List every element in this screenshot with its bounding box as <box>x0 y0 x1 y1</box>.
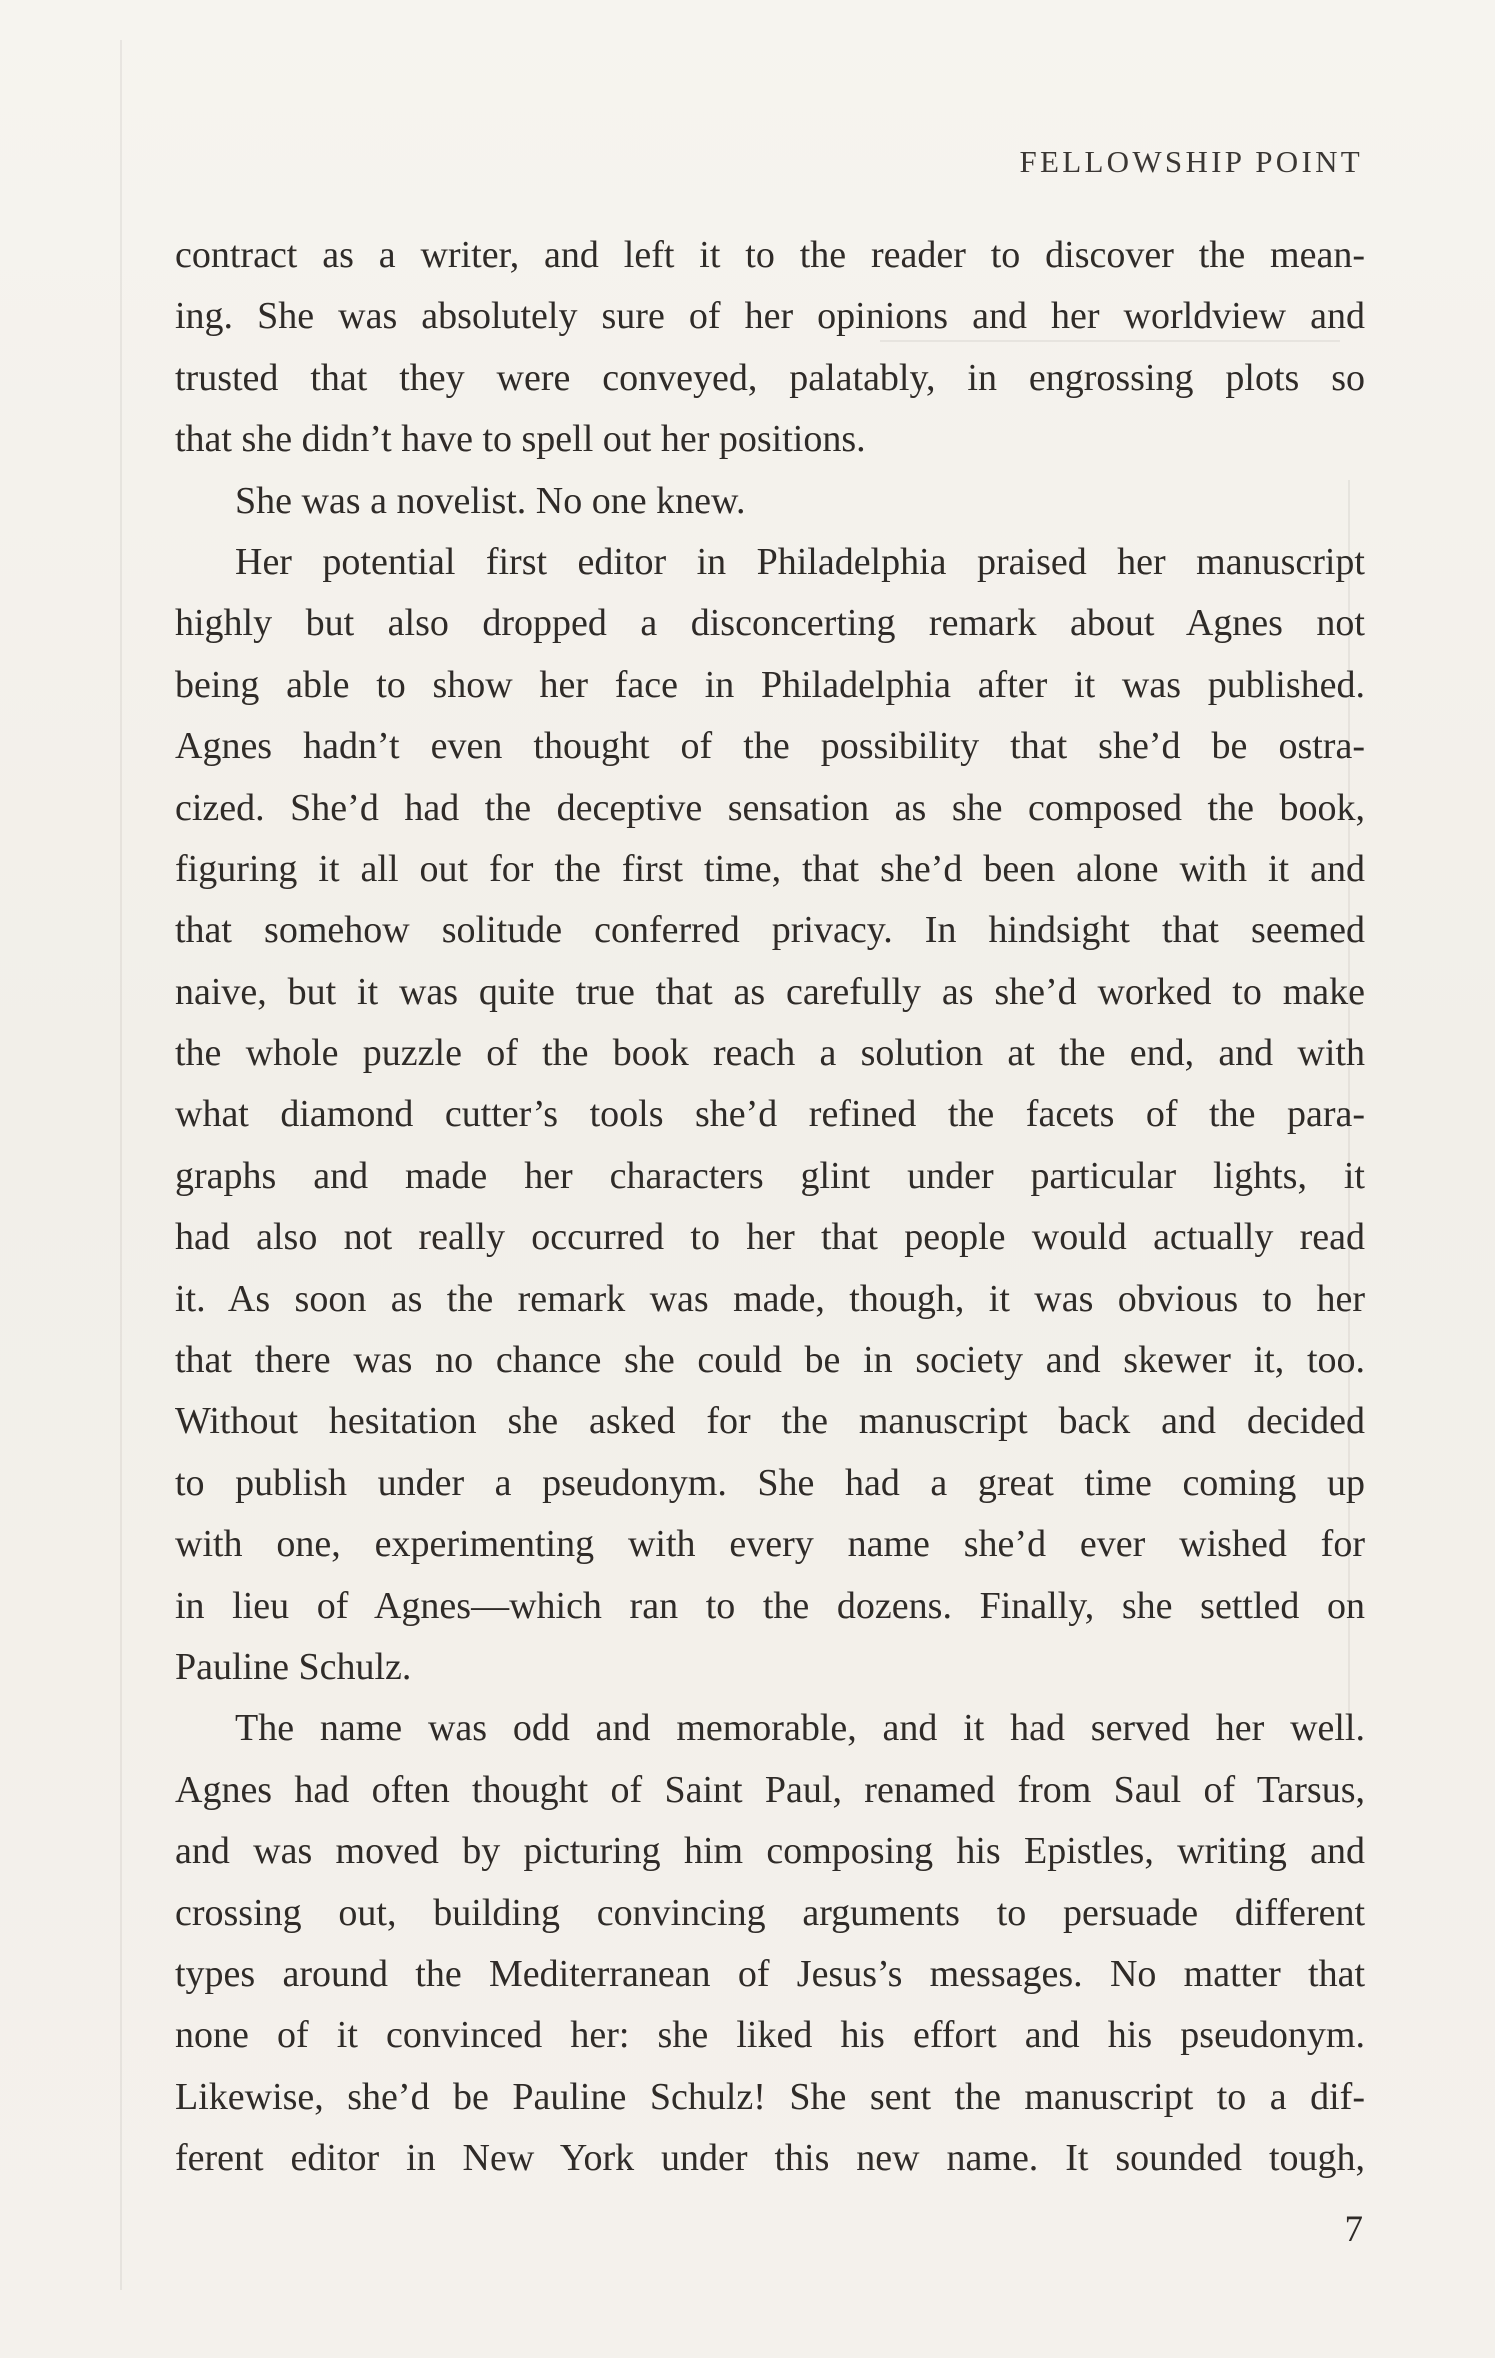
text-line: contract as a writer, and left it to the reader to discover the mean- <box>175 234 1365 276</box>
text-line: types around the Mediterranean of Jesus’s messages. No matter that <box>175 1952 1365 1995</box>
text-line: crossing out, building convincing arguments to persuade different <box>175 1891 1365 1934</box>
text-line: that somehow solitude conferred privacy. In hindsight that seemed <box>175 909 1365 952</box>
text-line: what diamond cutter’s tools she’d refined the facets of the para- <box>175 1093 1365 1136</box>
text-line: it. As soon as the remark was made, though, it was obvious to her <box>175 1277 1365 1320</box>
text-line: cized. She’d had the deceptive sensation as she composed the book, <box>175 786 1365 829</box>
paragraph <box>175 471 1365 532</box>
text-line: Her potential first editor in Philadelphia praised her manuscript <box>235 540 1365 583</box>
text-line: Without hesitation she asked for the manuscript back and decided <box>175 1400 1365 1443</box>
text-line: graphs and made her characters glint under particular lights, it <box>175 1154 1365 1197</box>
text-line: that she didn’t have to spell out her positions. <box>175 418 866 461</box>
text-line: naive, but it was quite true that as carefully as she’d worked to make <box>175 970 1365 1013</box>
text-line: the whole puzzle of the book reach a solution at the end, and with <box>175 1032 1365 1075</box>
text-line: Pauline Schulz. <box>175 1645 412 1688</box>
body-text <box>175 225 1365 2190</box>
text-line: highly but also dropped a disconcerting remark about Agnes not <box>175 602 1365 645</box>
text-line: Likewise, she’d be Pauline Schulz! She sent the manuscript to a dif- <box>175 2075 1365 2118</box>
page-number: 7 <box>1344 2209 1363 2250</box>
text-line: being able to show her face in Philadelphia after it was published. <box>175 663 1365 706</box>
text-line: with one, experimenting with every name she’d ever wished for <box>175 1523 1365 1566</box>
text-line: to publish under a pseudonym. She had a great time coming up <box>175 1461 1365 1504</box>
text-line: had also not really occurred to her that people would actually read <box>175 1216 1365 1259</box>
text-line: The name was odd and memorable, and it had served her well. <box>235 1707 1365 1750</box>
paragraph <box>175 532 1365 1698</box>
text-line: that there was no chance she could be in society and skewer it, too. <box>175 1339 1365 1382</box>
paragraph <box>175 1698 1365 2189</box>
text-line: ferent editor in New York under this new name. It sounded tough, <box>175 2137 1365 2180</box>
text-line: and was moved by picturing him composing his Epistles, writing and <box>175 1830 1365 1873</box>
paragraph <box>175 225 1365 471</box>
scan-shadow-left <box>120 40 122 2290</box>
text-line: trusted that they were conveyed, palatably, in engrossing plots so <box>175 356 1365 399</box>
text-line: She was a novelist. No one knew. <box>235 479 746 522</box>
text-line: none of it convinced her: she liked his effort and his pseudonym. <box>175 2014 1365 2057</box>
running-title: FELLOWSHIP POINT <box>1019 144 1363 179</box>
text-line: ing. She was absolutely sure of her opinions and her worldview and <box>175 295 1365 338</box>
text-line: Agnes had often thought of Saint Paul, renamed from Saul of Tarsus, <box>175 1768 1365 1811</box>
text-line: in lieu of Agnes—which ran to the dozens. Finally, she settled on <box>175 1584 1365 1627</box>
text-line: Agnes hadn’t even thought of the possibility that she’d be ostra- <box>175 725 1365 768</box>
text-line: figuring it all out for the first time, that she’d been alone with it and <box>175 847 1365 890</box>
